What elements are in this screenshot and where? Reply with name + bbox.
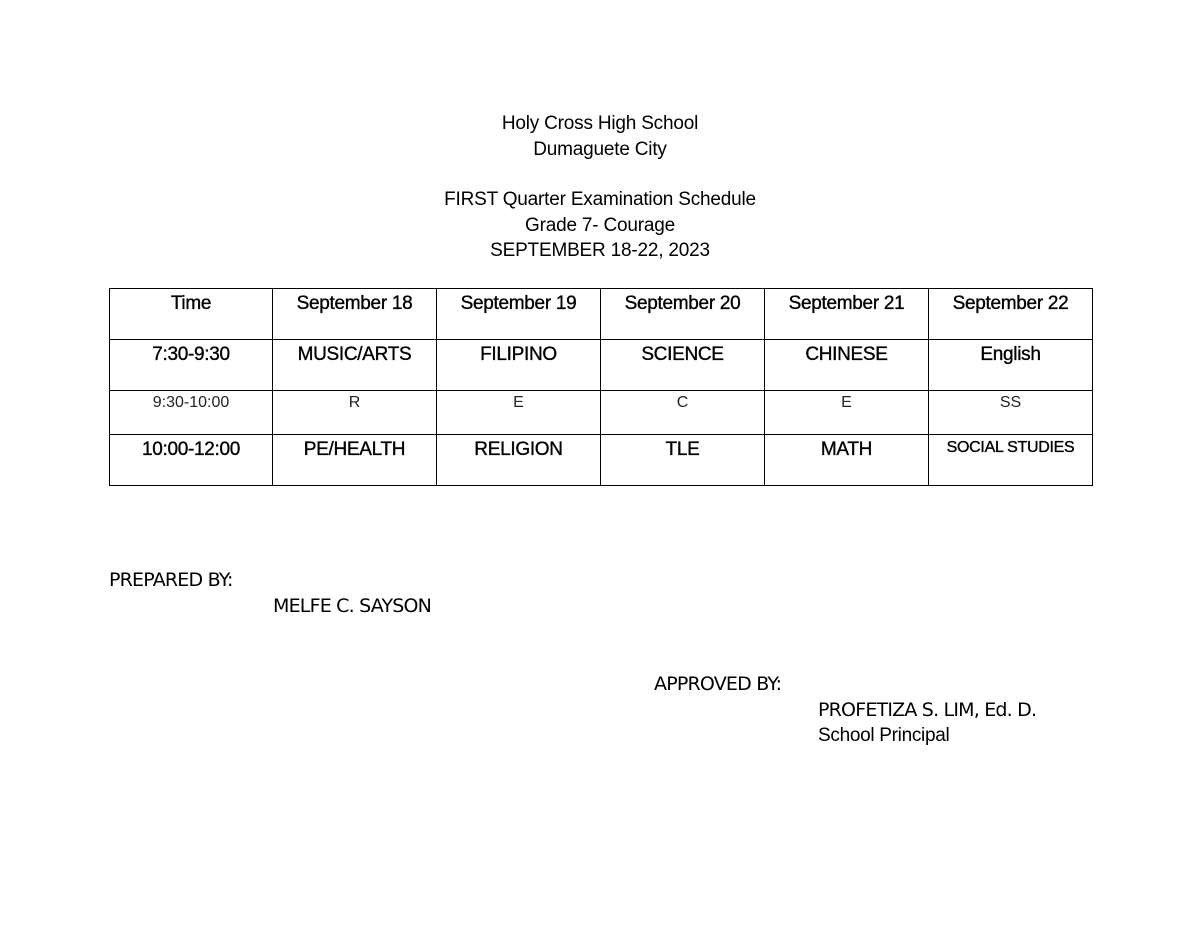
exam-header (0, 187, 1200, 264)
column-header-day: September 22 (929, 289, 1093, 340)
time-cell: 10:00-12:00 (110, 435, 273, 486)
subject-cell: RELIGION (437, 435, 601, 486)
subject-cell: SCIENCE (601, 340, 765, 391)
table-row (110, 435, 1093, 486)
column-header-time: Time (110, 289, 273, 340)
time-cell: 9:30-10:00 (110, 391, 273, 435)
recess-cell: C (601, 391, 765, 435)
approver-title: School Principal (818, 725, 950, 746)
exam-schedule-table (109, 288, 1093, 486)
subject-cell: TLE (601, 435, 765, 486)
exam-title: FIRST Quarter Examination Schedule (444, 189, 756, 210)
subject-cell: MATH (765, 435, 929, 486)
subject-cell: SOCIAL STUDIES (929, 435, 1093, 486)
table-row (110, 340, 1093, 391)
prepared-by-label: PREPARED BY: (109, 569, 233, 591)
exam-dates: SEPTEMBER 18-22, 2023 (490, 240, 710, 261)
subject-cell: MUSIC/ARTS (273, 340, 437, 391)
school-name: Holy Cross High School (501, 113, 699, 134)
recess-cell: R (273, 391, 437, 435)
approver-name: PROFETIZA S. LIM, Ed. D. (818, 699, 1037, 721)
school-city: Dumaguete City (533, 138, 667, 160)
grade-section: Grade 7- Courage (525, 214, 675, 236)
column-header-day: September 18 (273, 289, 437, 340)
column-header-day: September 21 (765, 289, 929, 340)
column-header-day: September 20 (601, 289, 765, 340)
table-header-row (110, 289, 1093, 340)
subject-cell: FILIPINO (437, 340, 601, 391)
time-cell: 7:30-9:30 (110, 340, 273, 391)
column-header-day: September 19 (437, 289, 601, 340)
school-header (0, 111, 1200, 162)
preparer-name: MELFE C. SAYSON (273, 595, 432, 617)
table-row (110, 391, 1093, 435)
approved-by-label: APPROVED BY: (654, 673, 782, 695)
recess-cell: E (437, 391, 601, 435)
recess-cell: SS (929, 391, 1093, 435)
subject-cell: English (929, 340, 1093, 391)
subject-cell: CHINESE (765, 340, 929, 391)
subject-cell: PE/HEALTH (273, 435, 437, 486)
recess-cell: E (765, 391, 929, 435)
